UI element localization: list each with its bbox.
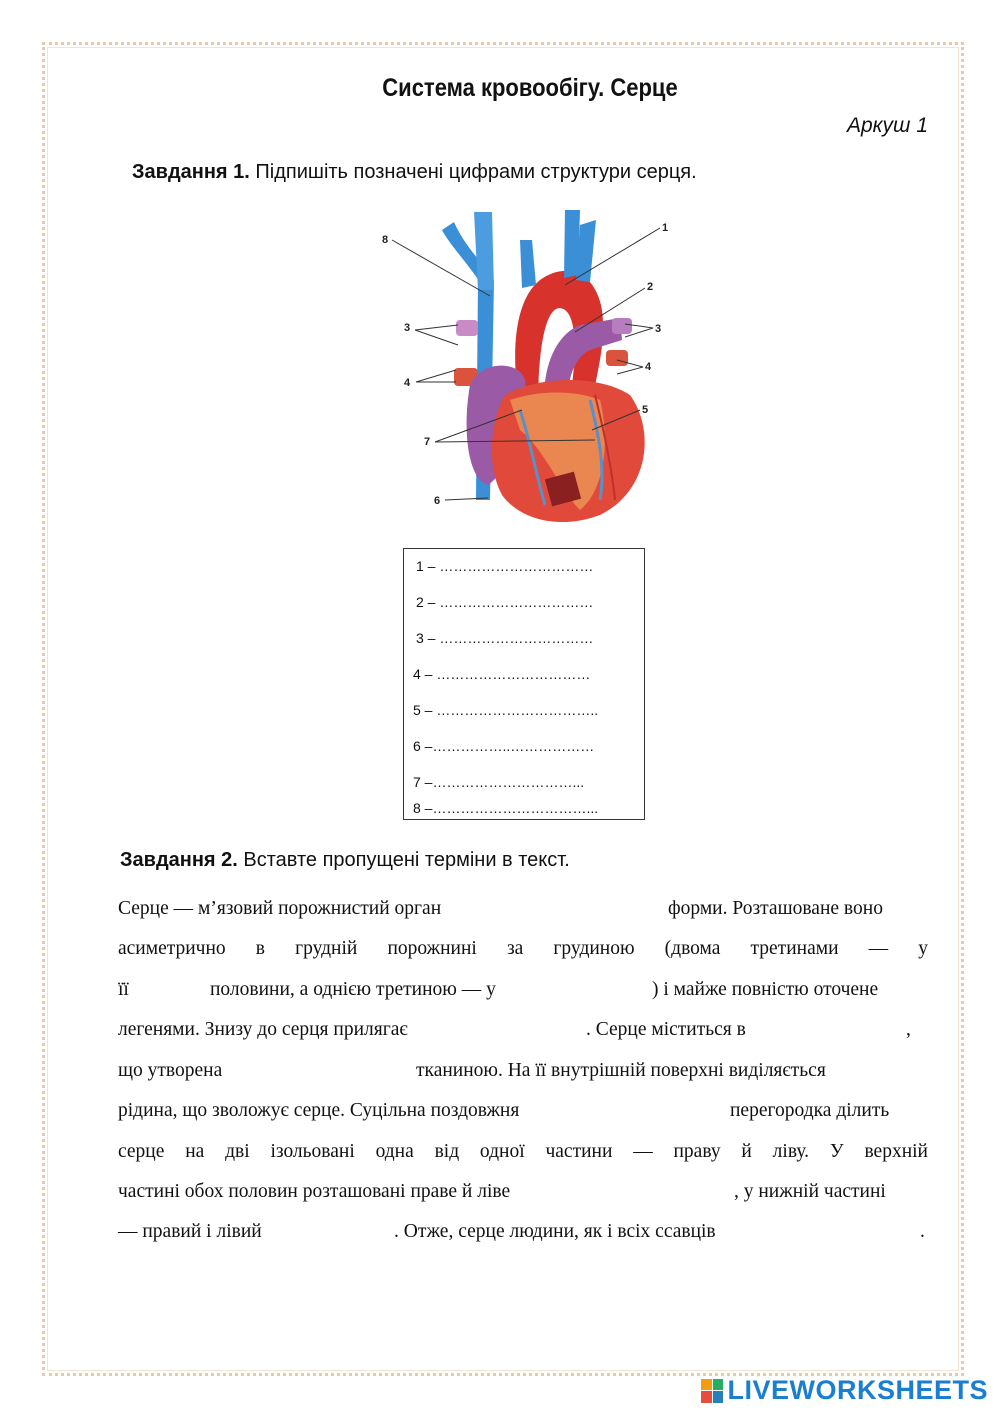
vena-cava-branch-top (474, 212, 494, 290)
logo-mark-icon (701, 1379, 723, 1403)
task2-instruction: Вставте пропущені терміни в текст. (243, 849, 570, 871)
answer-line-1[interactable]: 1 – …………………………… (416, 558, 594, 574)
logo-text: LIVEWORKSHEETS (727, 1375, 988, 1405)
aorta-branch-1 (520, 240, 536, 288)
text-segment: — правий і лівий (118, 1221, 262, 1242)
text-segment: її (118, 979, 129, 1000)
text-segment: ) і майже повністю оточене (652, 979, 879, 1000)
text-segment: форми. Розташоване воно (668, 898, 883, 919)
text-segment: . Серце міститься в (586, 1019, 746, 1040)
text-segment: , у нижній частині (734, 1181, 886, 1202)
text-segment: що утворена (118, 1060, 223, 1081)
diagram-label-4-left: 4 (404, 377, 411, 389)
text-segment: Серце — м’язовий порожнистий орган (118, 898, 442, 919)
diagram-label-6: 6 (434, 495, 441, 507)
text-segment: рідина, що зволожує серце. Суцільна поздовжня (118, 1100, 520, 1121)
diagram-label-4-right: 4 (645, 361, 652, 373)
diagram-label-1: 1 (662, 222, 669, 234)
diagram-label-8: 8 (382, 234, 389, 246)
text-segment: перегородка ділить (730, 1100, 890, 1121)
answer-line-7[interactable]: 7 –…………………………... (413, 774, 585, 790)
text-segment: . (920, 1221, 925, 1242)
task1-heading (132, 161, 697, 184)
answer-line-5[interactable]: 5 – …………………………….. (413, 702, 599, 718)
text-segment: частині обох половин розташовані праве й ліве (118, 1181, 511, 1202)
diagram-label-3-left: 3 (404, 322, 411, 334)
task1-label: Завдання 1. (132, 161, 250, 183)
answer-line-6[interactable]: 6 –……………..……………… (413, 738, 595, 754)
answer-box (403, 548, 645, 820)
text-segment: , (906, 1019, 911, 1040)
diagram-label-3-right: 3 (655, 323, 662, 335)
task2-heading (120, 849, 570, 872)
task2-label: Завдання 2. (120, 849, 238, 871)
answer-line-2[interactable]: 2 – …………………………… (416, 594, 594, 610)
answer-line-4[interactable]: 4 – …………………………… (413, 666, 591, 682)
task1-instruction: Підпишіть позначені цифрами структури серця. (255, 161, 697, 183)
sheet-label: Аркуш 1 (846, 114, 928, 137)
pulmonary-vein-right-lower (606, 350, 628, 366)
text-segment: тканиною. На її внутрішній поверхні виділяється (416, 1060, 826, 1081)
diagram-label-2: 2 (647, 281, 654, 293)
text-line-7: серце на дві ізольовані одна від одної частини — праву й ліву. У верхній (118, 1141, 928, 1162)
liveworksheets-logo[interactable] (701, 1375, 988, 1406)
pulmonary-vein-left-upper (456, 320, 478, 336)
page-title: Система кровообігу. Серце (382, 74, 678, 102)
diagram-label-7: 7 (424, 436, 431, 448)
text-segment: легенями. Знизу до серця прилягає (118, 1019, 408, 1040)
answer-line-8[interactable]: 8 –……………………………... (413, 800, 599, 816)
diagram-label-5: 5 (642, 404, 649, 416)
text-line-2: асиметрично в грудній порожнині за грудиною (двома третинами — у (118, 938, 928, 959)
heart-diagram (370, 200, 670, 530)
pulmonary-vein-right-upper (612, 318, 632, 334)
text-segment: . Отже, серце людини, як і всіх ссавців (394, 1221, 716, 1242)
text-segment: половини, а однією третиною — у (210, 979, 496, 1000)
answer-line-3[interactable]: 3 – …………………………… (416, 630, 594, 646)
